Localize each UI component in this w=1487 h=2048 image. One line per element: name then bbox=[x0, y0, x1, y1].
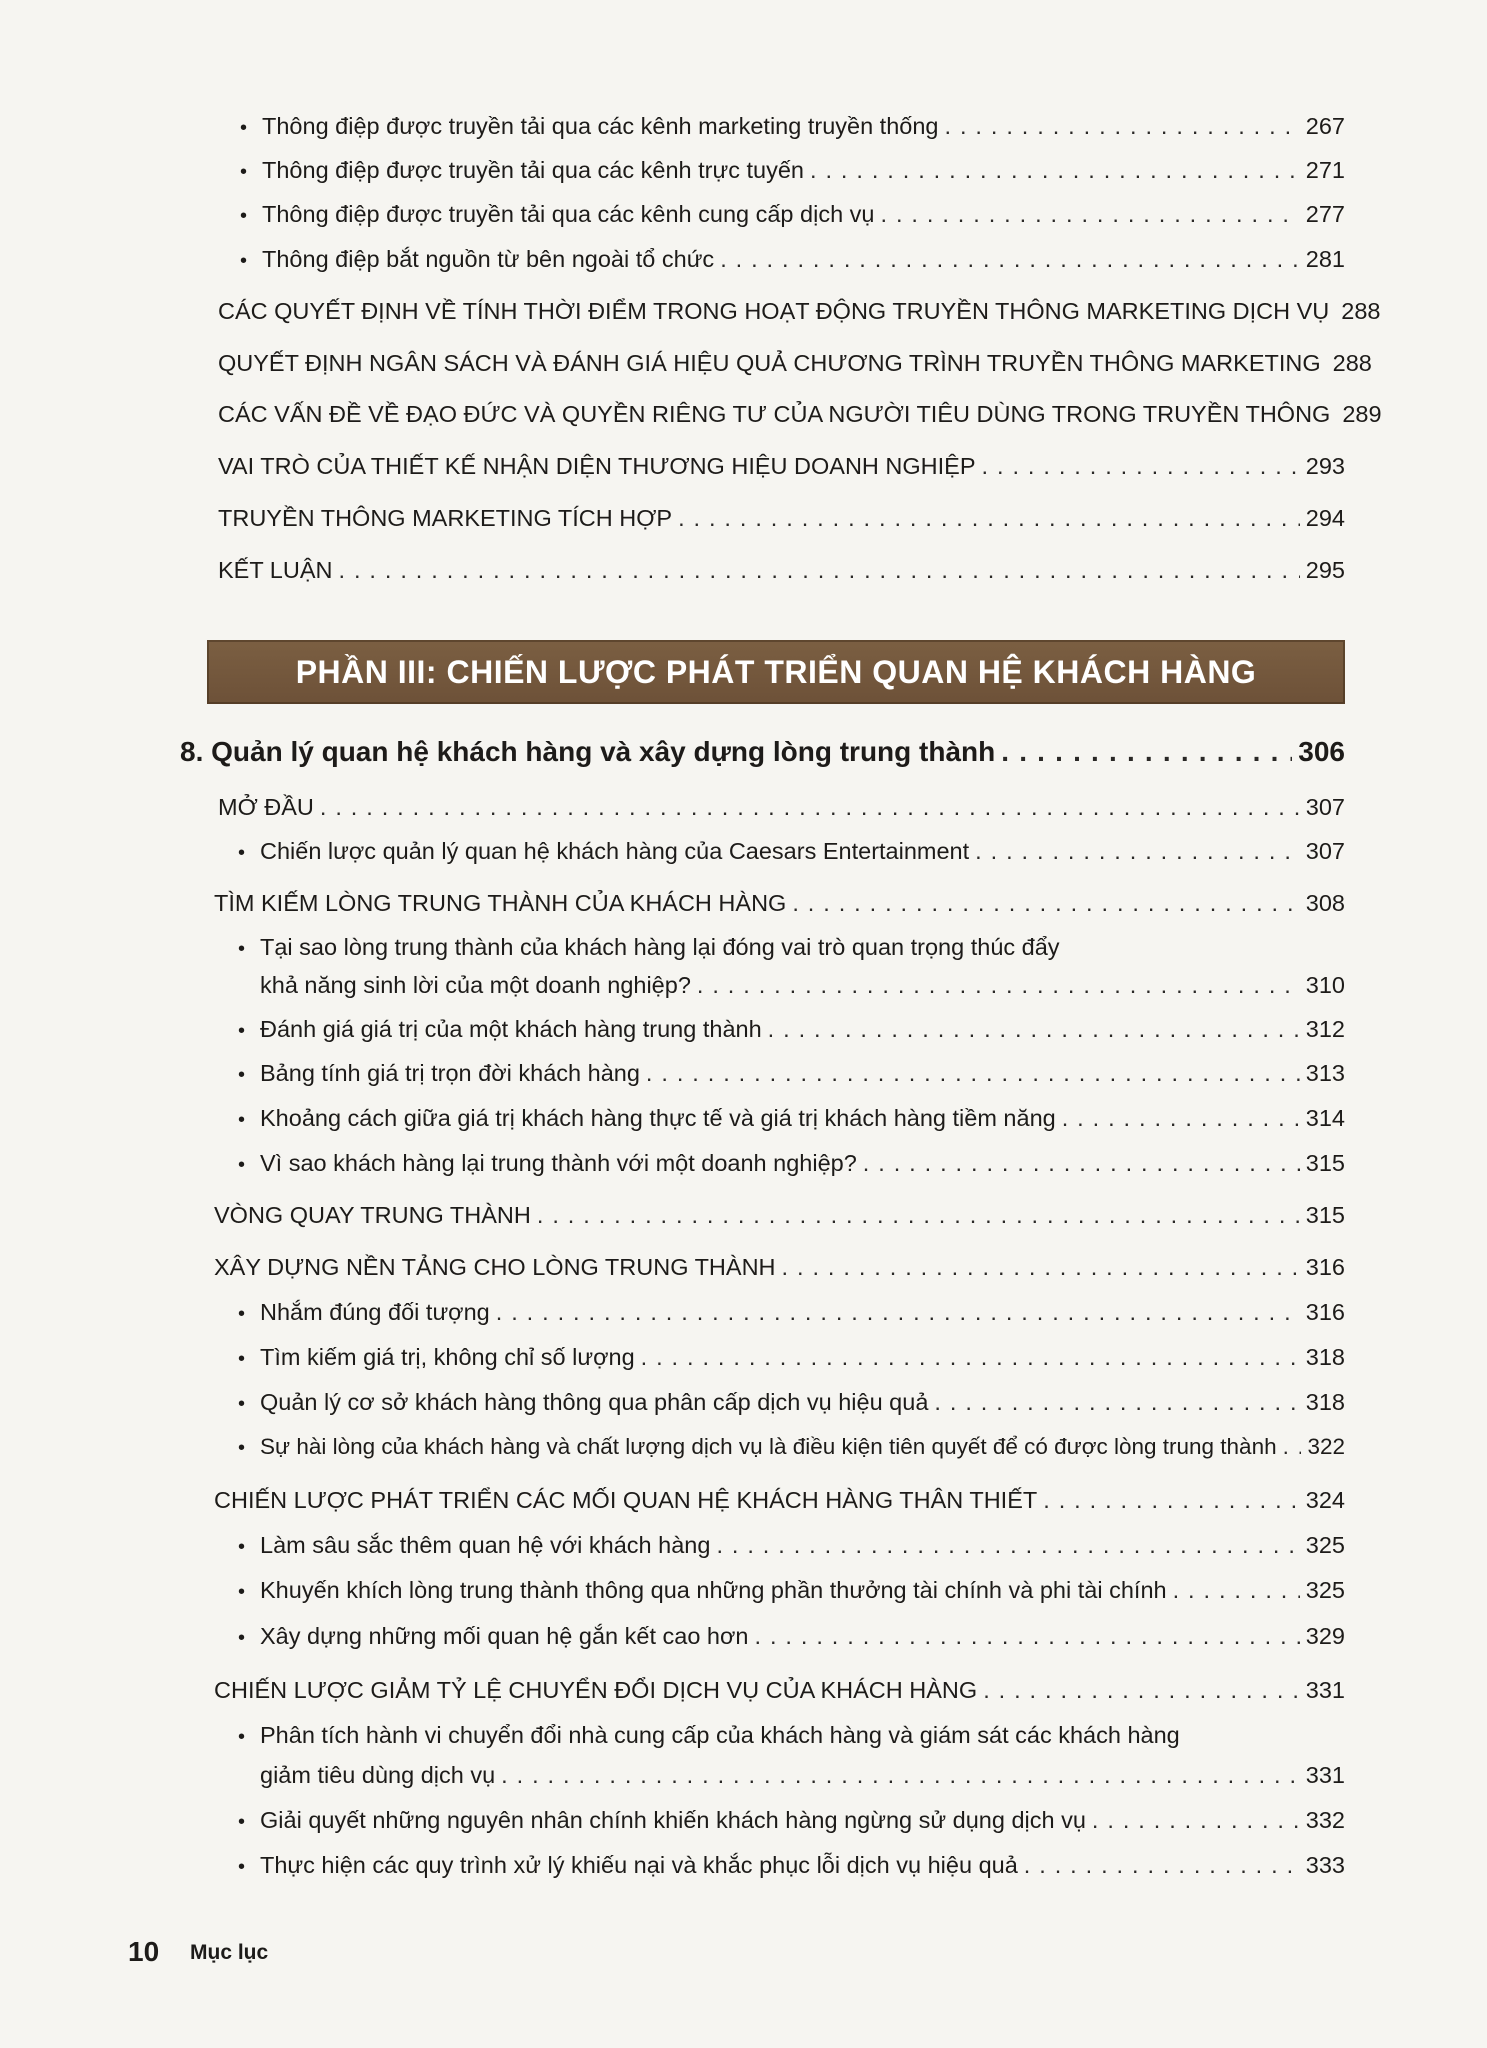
toc-entry-title: Xây dựng những mối quan hệ gắn kết cao hơn bbox=[260, 1623, 749, 1649]
toc-entry-page: 288 bbox=[1341, 298, 1381, 324]
toc-entry[interactable] bbox=[238, 1805, 1345, 1837]
toc-entry-page: 307 bbox=[1305, 794, 1345, 820]
toc-entry[interactable] bbox=[238, 1297, 1345, 1329]
toc-entry-page: 271 bbox=[1305, 157, 1345, 183]
toc-entry-title: Thông điệp bắt nguồn từ bên ngoài tổ chức bbox=[262, 246, 715, 272]
dot-leader bbox=[977, 1675, 1300, 1705]
toc-entry-page: 312 bbox=[1305, 1016, 1345, 1042]
bullet-icon: • bbox=[238, 1020, 246, 1042]
toc-entry[interactable] bbox=[238, 1148, 1345, 1180]
toc-entry-title: Phân tích hành vi chuyển đổi nhà cung cấp của khách hàng và giám sát các khách hàng bbox=[260, 1722, 1180, 1748]
toc-entry-page: 308 bbox=[1305, 890, 1345, 916]
bullet-icon: • bbox=[238, 1627, 246, 1649]
dot-leader bbox=[928, 1387, 1299, 1417]
dot-leader bbox=[976, 451, 1300, 481]
dot-leader bbox=[776, 1252, 1300, 1282]
toc-entry-title-cont: khả năng sinh lời của một doanh nghiệp? bbox=[260, 972, 691, 998]
toc-entry-title: QUYẾT ĐỊNH NGÂN SÁCH VÀ ĐÁNH GIÁ HIỆU QUẢ CHƯƠNG TRÌNH TRUYỀN THÔNG MARKETING bbox=[218, 350, 1321, 376]
toc-entry-line2[interactable] bbox=[260, 1760, 1345, 1790]
bullet-icon: • bbox=[240, 205, 248, 227]
footer-section-label: Mục lục bbox=[190, 1941, 269, 1964]
dot-leader bbox=[672, 503, 1300, 533]
toc-entry-title: Khuyến khích lòng trung thành thông qua những phần thưởng tài chính và phi tài chính bbox=[260, 1577, 1167, 1603]
toc-entry-page: 293 bbox=[1305, 453, 1345, 479]
toc-entry-page: 318 bbox=[1305, 1389, 1345, 1415]
toc-entry[interactable] bbox=[238, 1058, 1345, 1090]
toc-entry-page: 267 bbox=[1305, 113, 1345, 139]
toc-entry-page: 325 bbox=[1305, 1577, 1345, 1603]
toc-entry-page: 318 bbox=[1305, 1344, 1345, 1370]
toc-entry[interactable] bbox=[238, 836, 1345, 868]
toc-entry-title: MỞ ĐẦU bbox=[218, 794, 314, 820]
bullet-icon: • bbox=[238, 1726, 246, 1748]
toc-entry-title: Tìm kiếm giá trị, không chỉ số lượng bbox=[260, 1344, 635, 1370]
toc-entry-title-cont: giảm tiêu dùng dịch vụ bbox=[260, 1762, 496, 1788]
toc-entry[interactable] bbox=[240, 155, 1345, 187]
toc-entry-line1[interactable] bbox=[238, 932, 1060, 964]
bullet-icon: • bbox=[240, 250, 248, 272]
dot-leader bbox=[691, 970, 1300, 1000]
toc-entry-page: 294 bbox=[1305, 505, 1345, 531]
toc-entry-title: Làm sâu sắc thêm quan hệ với khách hàng bbox=[260, 1532, 711, 1558]
dot-leader bbox=[1056, 1103, 1300, 1133]
toc-entry-title: TRUYỀN THÔNG MARKETING TÍCH HỢP bbox=[218, 505, 673, 531]
chapter-entry[interactable] bbox=[180, 737, 1345, 767]
dot-leader bbox=[1167, 1575, 1300, 1605]
toc-entry-title: Tại sao lòng trung thành của khách hàng lại đóng vai trò quan trọng thúc đẩy bbox=[260, 934, 1060, 960]
bullet-icon: • bbox=[238, 1154, 246, 1176]
toc-entry[interactable] bbox=[218, 348, 1372, 378]
toc-entry-title: Thông điệp được truyền tải qua các kênh cung cấp dịch vụ bbox=[262, 201, 875, 227]
bullet-icon: • bbox=[238, 1348, 246, 1370]
dot-leader bbox=[333, 555, 1300, 585]
toc-entry[interactable] bbox=[218, 296, 1381, 326]
toc-entry-title: CÁC VẤN ĐỀ VỀ ĐẠO ĐỨC VÀ QUYỀN RIÊNG TƯ CỦA NGƯỜI TIÊU DÙNG TRONG TRUYỀN THÔNG bbox=[218, 401, 1331, 427]
toc-entry[interactable] bbox=[218, 555, 1345, 585]
dot-leader bbox=[495, 1760, 1300, 1790]
part-banner: PHẦN III: CHIẾN LƯỢC PHÁT TRIỂN QUAN HỆ KHÁCH HÀNG bbox=[207, 640, 1345, 704]
toc-entry-page: 316 bbox=[1305, 1254, 1345, 1280]
toc-entry-title: VAI TRÒ CỦA THIẾT KẾ NHẬN DIỆN THƯƠNG HIỆU DOANH NGHIỆP bbox=[218, 453, 976, 479]
toc-entry-line1[interactable] bbox=[238, 1720, 1180, 1752]
bullet-icon: • bbox=[238, 1581, 246, 1603]
toc-entry[interactable] bbox=[218, 399, 1382, 429]
dot-leader bbox=[1086, 1805, 1300, 1835]
toc-entry[interactable] bbox=[238, 1387, 1345, 1419]
bullet-icon: • bbox=[238, 1437, 246, 1459]
toc-entry-page: 322 bbox=[1307, 1434, 1345, 1459]
toc-entry[interactable] bbox=[238, 1432, 1345, 1463]
toc-entry-page: 288 bbox=[1332, 350, 1372, 376]
toc-entry[interactable] bbox=[240, 199, 1345, 231]
toc-entry-page: 316 bbox=[1305, 1299, 1345, 1325]
toc-entry-page: 310 bbox=[1305, 972, 1345, 998]
dot-leader bbox=[714, 244, 1300, 274]
toc-entry-page: 281 bbox=[1305, 246, 1345, 272]
toc-entry-page: 289 bbox=[1342, 401, 1382, 427]
toc-entry-title: VÒNG QUAY TRUNG THÀNH bbox=[214, 1202, 531, 1228]
toc-entry[interactable] bbox=[214, 1252, 1345, 1282]
dot-leader bbox=[804, 155, 1300, 185]
toc-entry-line2[interactable] bbox=[260, 970, 1345, 1000]
toc-entry-page: 313 bbox=[1305, 1060, 1345, 1086]
dot-leader bbox=[710, 1530, 1299, 1560]
dot-leader bbox=[314, 792, 1300, 822]
toc-entry[interactable] bbox=[218, 451, 1345, 481]
dot-leader bbox=[969, 836, 1300, 866]
toc-entry-title: Vì sao khách hàng lại trung thành với một doanh nghiệp? bbox=[260, 1150, 857, 1176]
dot-leader bbox=[531, 1200, 1300, 1230]
toc-entry[interactable] bbox=[238, 1103, 1345, 1135]
toc-entry[interactable] bbox=[218, 792, 1345, 822]
toc-entry-title: Quản lý cơ sở khách hàng thông qua phân cấp dịch vụ hiệu quả bbox=[260, 1389, 929, 1415]
toc-entry-page: 314 bbox=[1305, 1105, 1345, 1131]
toc-entry-page: 315 bbox=[1305, 1202, 1345, 1228]
dot-leader bbox=[762, 1014, 1300, 1044]
dot-leader bbox=[1018, 1850, 1300, 1880]
bullet-icon: • bbox=[238, 1064, 246, 1086]
dot-leader bbox=[490, 1297, 1300, 1327]
toc-entry-title: Thông điệp được truyền tải qua các kênh trực tuyến bbox=[262, 157, 804, 183]
toc-entry-title: XÂY DỰNG NỀN TẢNG CHO LÒNG TRUNG THÀNH bbox=[214, 1254, 776, 1280]
toc-entry[interactable] bbox=[238, 1530, 1345, 1562]
dot-leader bbox=[995, 737, 1292, 767]
toc-entry-title: Giải quyết những nguyên nhân chính khiến khách hàng ngừng sử dụng dịch vụ bbox=[260, 1807, 1086, 1833]
footer-page-number: 10 bbox=[128, 1936, 160, 1967]
toc-entry[interactable] bbox=[214, 888, 1345, 918]
toc-entry[interactable] bbox=[238, 1014, 1345, 1046]
bullet-icon: • bbox=[238, 1393, 246, 1415]
dot-leader bbox=[640, 1058, 1300, 1088]
bullet-icon: • bbox=[240, 117, 248, 139]
toc-entry-title: Thông điệp được truyền tải qua các kênh marketing truyền thống bbox=[262, 113, 939, 139]
toc-entry-title: KẾT LUẬN bbox=[218, 557, 333, 583]
toc-entry[interactable] bbox=[218, 503, 1345, 533]
toc-entry-title: Thực hiện các quy trình xử lý khiếu nại và khắc phục lỗi dịch vụ hiệu quả bbox=[260, 1852, 1018, 1878]
toc-entry-title: Nhắm đúng đối tượng bbox=[260, 1299, 490, 1325]
bullet-icon: • bbox=[238, 1856, 246, 1878]
toc-entry[interactable] bbox=[238, 1342, 1345, 1374]
toc-entry[interactable] bbox=[238, 1575, 1345, 1607]
toc-entry[interactable] bbox=[240, 111, 1345, 143]
chapter-page: 306 bbox=[1298, 736, 1345, 767]
dot-leader bbox=[939, 111, 1300, 141]
toc-entry[interactable] bbox=[214, 1675, 1345, 1705]
toc-entry-page: 295 bbox=[1305, 557, 1345, 583]
toc-entry-page: 331 bbox=[1305, 1677, 1345, 1703]
toc-entry-title: TÌM KIẾM LÒNG TRUNG THÀNH CỦA KHÁCH HÀNG bbox=[214, 890, 787, 916]
bullet-icon: • bbox=[238, 1536, 246, 1558]
toc-entry-page: 332 bbox=[1305, 1807, 1345, 1833]
toc-entry-title: Khoảng cách giữa giá trị khách hàng thực tế và giá trị khách hàng tiềm năng bbox=[260, 1105, 1056, 1131]
bullet-icon: • bbox=[238, 938, 246, 960]
toc-entry-page: 329 bbox=[1305, 1623, 1345, 1649]
toc-entry[interactable] bbox=[238, 1621, 1345, 1653]
toc-entry-page: 325 bbox=[1305, 1532, 1345, 1558]
chapter-title: 8. Quản lý quan hệ khách hàng và xây dựng lòng trung thành bbox=[180, 736, 996, 767]
toc-entry-page: 315 bbox=[1305, 1150, 1345, 1176]
toc-entry-title: CÁC QUYẾT ĐỊNH VỀ TÍNH THỜI ĐIỂM TRONG HOẠT ĐỘNG TRUYỀN THÔNG MARKETING DỊCH VỤ bbox=[218, 298, 1330, 324]
toc-entry-title: Bảng tính giá trị trọn đời khách hàng bbox=[260, 1060, 640, 1086]
dot-leader bbox=[786, 888, 1299, 918]
toc-entry-page: 324 bbox=[1305, 1487, 1345, 1513]
toc-entry-title: Chiến lược quản lý quan hệ khách hàng của Caesars Entertainment bbox=[260, 838, 970, 864]
dot-leader bbox=[1037, 1485, 1300, 1515]
bullet-icon: • bbox=[240, 161, 248, 183]
toc-entry-title: Sự hài lòng của khách hàng và chất lượng dịch vụ là điều kiện tiên quyết để có được lòng trung thành bbox=[260, 1434, 1277, 1459]
dot-leader bbox=[749, 1621, 1300, 1651]
bullet-icon: • bbox=[238, 1811, 246, 1833]
toc-entry[interactable] bbox=[214, 1485, 1345, 1515]
toc-entry[interactable] bbox=[240, 244, 1345, 276]
toc-entry-page: 277 bbox=[1305, 201, 1345, 227]
bullet-icon: • bbox=[238, 1109, 246, 1131]
toc-entry-title: CHIẾN LƯỢC GIẢM TỶ LỆ CHUYỂN ĐỔI DỊCH VỤ CỦA KHÁCH HÀNG bbox=[214, 1677, 978, 1703]
toc-entry[interactable] bbox=[214, 1200, 1345, 1230]
toc-entry-page: 307 bbox=[1305, 838, 1345, 864]
bullet-icon: • bbox=[238, 1303, 246, 1325]
toc-entry-title: CHIẾN LƯỢC PHÁT TRIỂN CÁC MỐI QUAN HỆ KHÁCH HÀNG THÂN THIẾT bbox=[214, 1487, 1038, 1513]
dot-leader bbox=[635, 1342, 1300, 1372]
bullet-icon: • bbox=[238, 842, 246, 864]
toc-entry-page: 331 bbox=[1305, 1762, 1345, 1788]
dot-leader bbox=[857, 1148, 1300, 1178]
toc-entry-title: Đánh giá giá trị của một khách hàng trung thành bbox=[260, 1016, 762, 1042]
dot-leader bbox=[1277, 1432, 1302, 1462]
toc-entry-page: 333 bbox=[1305, 1852, 1345, 1878]
toc-entry[interactable] bbox=[238, 1850, 1345, 1882]
dot-leader bbox=[875, 199, 1300, 229]
